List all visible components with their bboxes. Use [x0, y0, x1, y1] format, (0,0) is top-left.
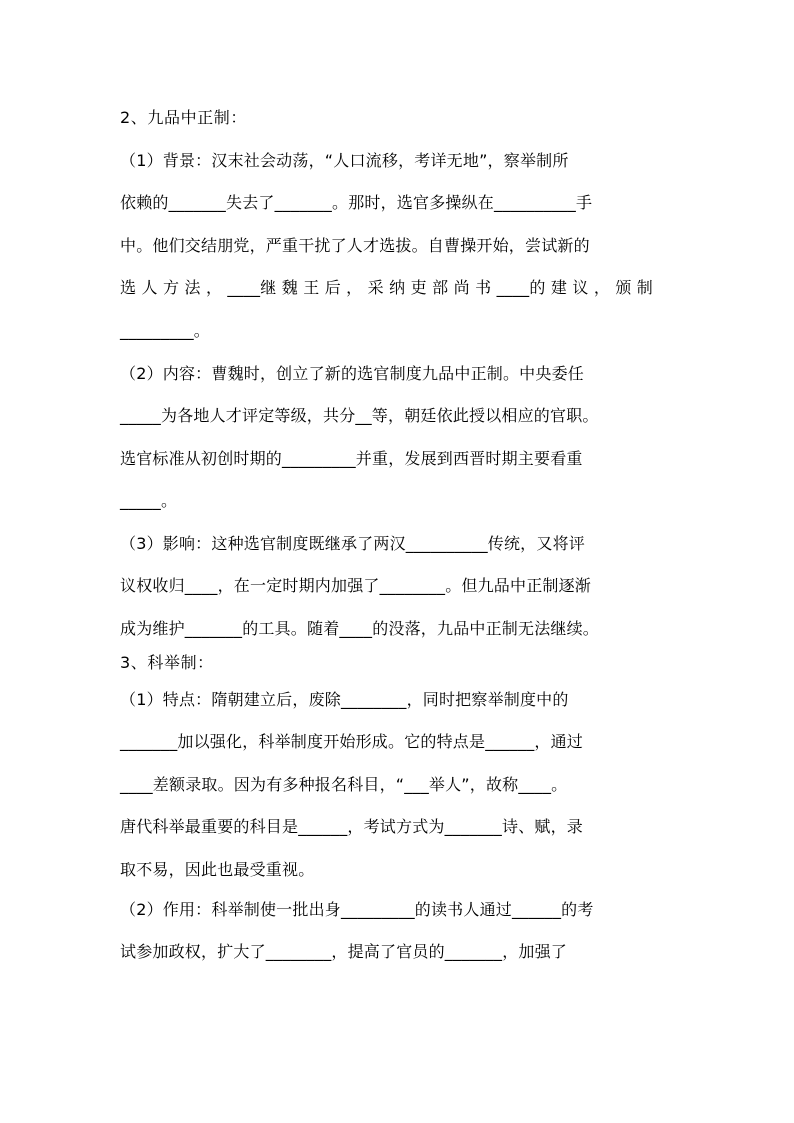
- s2-p2-line-4: _____。: [120, 491, 178, 510]
- s2-p1-line-4: 选 人 方 法 ， ____继 魏 王 后 ， 采 纳 吏 部 尚 书 ____的 建 议 ， 颁 制: [120, 278, 654, 297]
- s2-p3-line-2: 议权收归____，在一定时期内加强了________。但九品中正制逐渐: [120, 576, 592, 595]
- s2-p1-line-1: （1）背景：汉末社会动荡，“人口流移，考详无地”，察举制所: [120, 151, 569, 170]
- s3-p2-line-2: 试参加政权，扩大了________，提高了官员的_______，加强了: [120, 942, 568, 961]
- s2-p2-line-1: （2）内容：曹魏时，创立了新的选官制度九品中正制。中央委任: [120, 364, 584, 383]
- s2-p2-line-3: 选官标准从初创时期的_________并重，发展到西晋时期主要看重: [120, 449, 583, 468]
- section2-heading: 2、九品中正制：: [120, 108, 247, 127]
- s2-p1-line-3: 中。他们交结朋党，严重干扰了人才选拔。自曹操开始，尝试新的: [120, 236, 590, 255]
- s3-p2-line-1: （2）作用：科举制使一批出身_________的读书人通过______的考: [120, 900, 594, 919]
- s3-p1-line-1: （1）特点：隋朝建立后，废除________，同时把察举制度中的: [120, 690, 569, 709]
- s2-p3-line-1: （3）影响：这种选官制度既继承了两汉__________传统，又将评: [120, 534, 585, 553]
- s2-p2-line-2: _____为各地人才评定等级，共分__等，朝廷依此授以相应的官职。: [120, 406, 599, 425]
- s2-p3-line-3: 成为维护_______的工具。随着____的没落，九品中正制无法继续。: [120, 619, 600, 638]
- s2-p1-line-5: _________。: [120, 321, 210, 340]
- s3-p1-line-5: 取不易，因此也最受重视。: [120, 860, 315, 879]
- s3-p1-line-2: _______加以强化，科举制度开始形成。它的特点是______，通过: [120, 732, 584, 751]
- s2-p1-line-2: 依赖的_______失去了_______。那时，选官多操纵在__________手: [120, 193, 593, 212]
- s3-p1-line-4: 唐代科举最重要的科目是______，考试方式为_______诗、赋，录: [120, 817, 584, 836]
- s3-p1-line-3: ____差额录取。因为有多种报名科目，“___举人”，故称____。: [120, 775, 568, 794]
- section3-heading: 3、科举制：: [120, 653, 214, 672]
